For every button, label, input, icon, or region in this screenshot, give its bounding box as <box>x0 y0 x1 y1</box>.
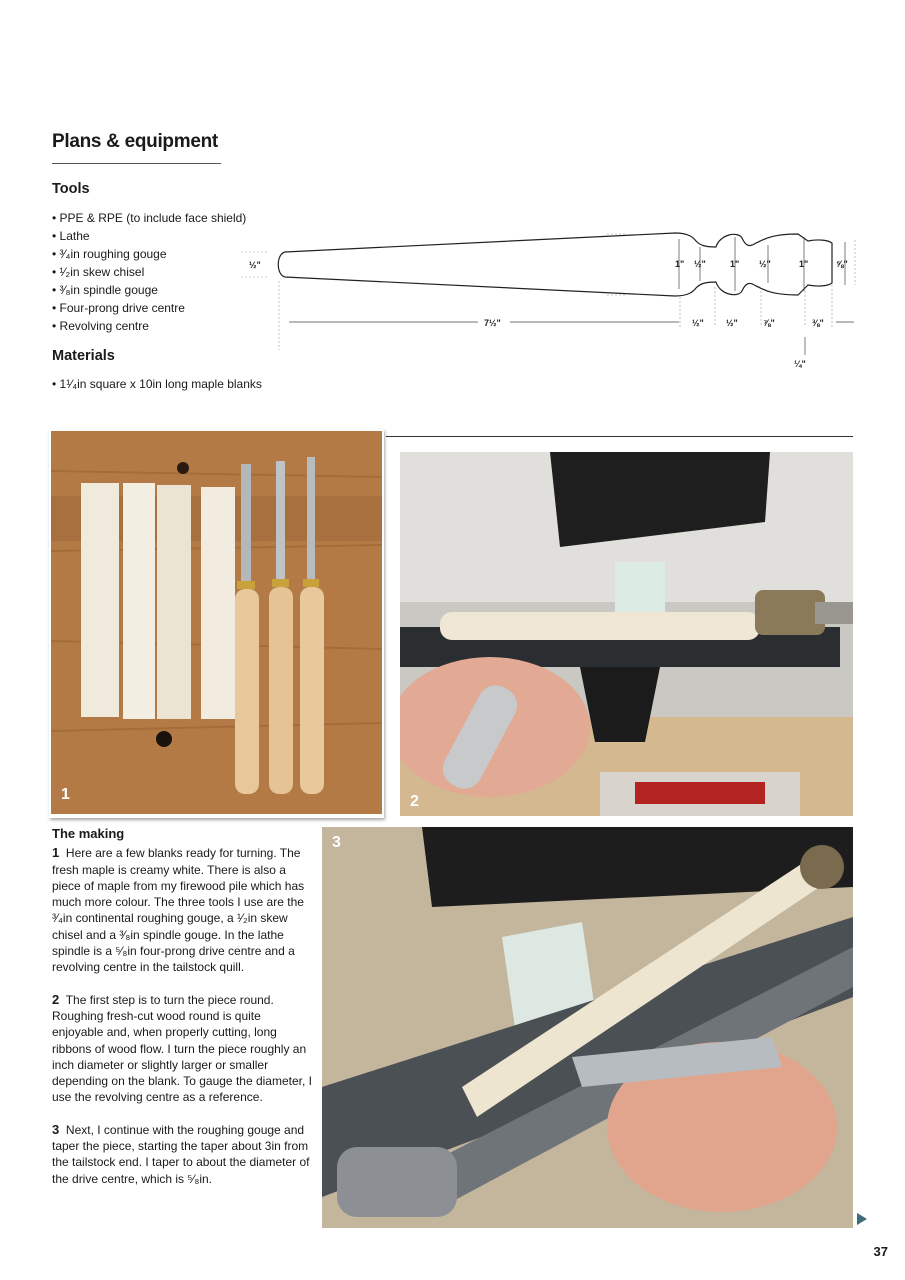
material-item: • 1¹⁄₄in square x 10in long maple blanks <box>52 375 262 393</box>
step-text: Next, I continue with the roughing gouge and taper the piece, starting the taper about 3in from the tailstock end. I taper to about the diameter of the drive centre, which is ⁵⁄₈in. <box>52 1122 310 1186</box>
tool-item: • Lathe <box>52 227 246 245</box>
photo-blanks-and-tools <box>49 429 384 818</box>
dim-bottom-length: ¼" <box>794 359 806 369</box>
section-rule <box>386 436 853 437</box>
dim-diameter: ⅝" <box>836 259 848 269</box>
step-paragraph <box>52 992 314 1106</box>
photo-2-number: 2 <box>410 793 419 810</box>
dim-length: 7½" <box>484 318 501 328</box>
dim-diameter: ½" <box>759 259 771 269</box>
step-paragraph <box>52 1122 314 1187</box>
dim-length: ½" <box>726 318 738 328</box>
photo-tapering <box>322 827 853 1228</box>
materials-list <box>52 375 262 393</box>
heading-rule <box>52 163 221 164</box>
step-text: Here are a few blanks ready for turning. The fresh maple is creamy white. There is also a piece of maple from my firewood pile which has much more colour. The three tools I use are the ³⁄₄in continental roughing gouge, a ¹⁄₂in skew chisel and a ³⁄₈in spindle gouge. In the lathe spindle is a ⁵⁄₈in four-prong drive centre and a revolving centre in the tailstock quill. <box>52 846 305 975</box>
the-making-section <box>52 826 314 1203</box>
photo-3-number: 3 <box>332 834 341 851</box>
dim-length: ½" <box>692 318 704 328</box>
dim-diameter: 1" <box>675 259 685 269</box>
photo-3-image <box>322 827 853 1228</box>
tool-item: • ³⁄₈in spindle gouge <box>52 281 246 299</box>
spindle-outline <box>278 233 832 296</box>
photo-1-number: 1 <box>61 786 70 803</box>
step-text: The first step is to turn the piece round. Roughing fresh-cut wood round is quite enjoyable and, when properly cutting, long ribbons of wood flow. I turn the piece roughly an inch diameter or slightly larger or smaller depending on the blank. To gauge the diameter, I use the revolving centre as a reference. <box>52 992 312 1105</box>
step-number: 1 <box>52 845 60 861</box>
dim-diameter: 1" <box>799 259 809 269</box>
photo-1-image <box>51 431 382 814</box>
materials-heading: Materials <box>52 348 115 364</box>
making-heading: The making <box>52 826 125 841</box>
tool-item: • PPE & RPE (to include face shield) <box>52 209 246 227</box>
dim-length: ⅞" <box>763 318 775 328</box>
tools-heading: Tools <box>52 181 90 197</box>
page-heading: Plans & equipment <box>52 131 218 152</box>
photo-turning-round <box>400 452 853 816</box>
dim-diameter: ½" <box>694 259 706 269</box>
step-paragraph <box>52 845 314 975</box>
spindle-plan-diagram <box>238 225 863 380</box>
step-number: 2 <box>52 991 60 1007</box>
dim-diameter: 1" <box>730 259 740 269</box>
tool-item: • ³⁄₄in roughing gouge <box>52 245 246 263</box>
dim-left-diameter: ½" <box>249 260 261 270</box>
tool-item: • Four-prong drive centre <box>52 299 246 317</box>
step-number: 3 <box>52 1121 60 1137</box>
dim-length: ⅜" <box>812 318 824 328</box>
page-number: 37 <box>873 1244 888 1259</box>
photo-2-image <box>400 452 853 816</box>
tools-list <box>52 209 246 335</box>
tool-item: • ¹⁄₂in skew chisel <box>52 263 246 281</box>
tool-item: • Revolving centre <box>52 317 246 335</box>
next-page-arrow-icon[interactable] <box>857 1213 867 1225</box>
